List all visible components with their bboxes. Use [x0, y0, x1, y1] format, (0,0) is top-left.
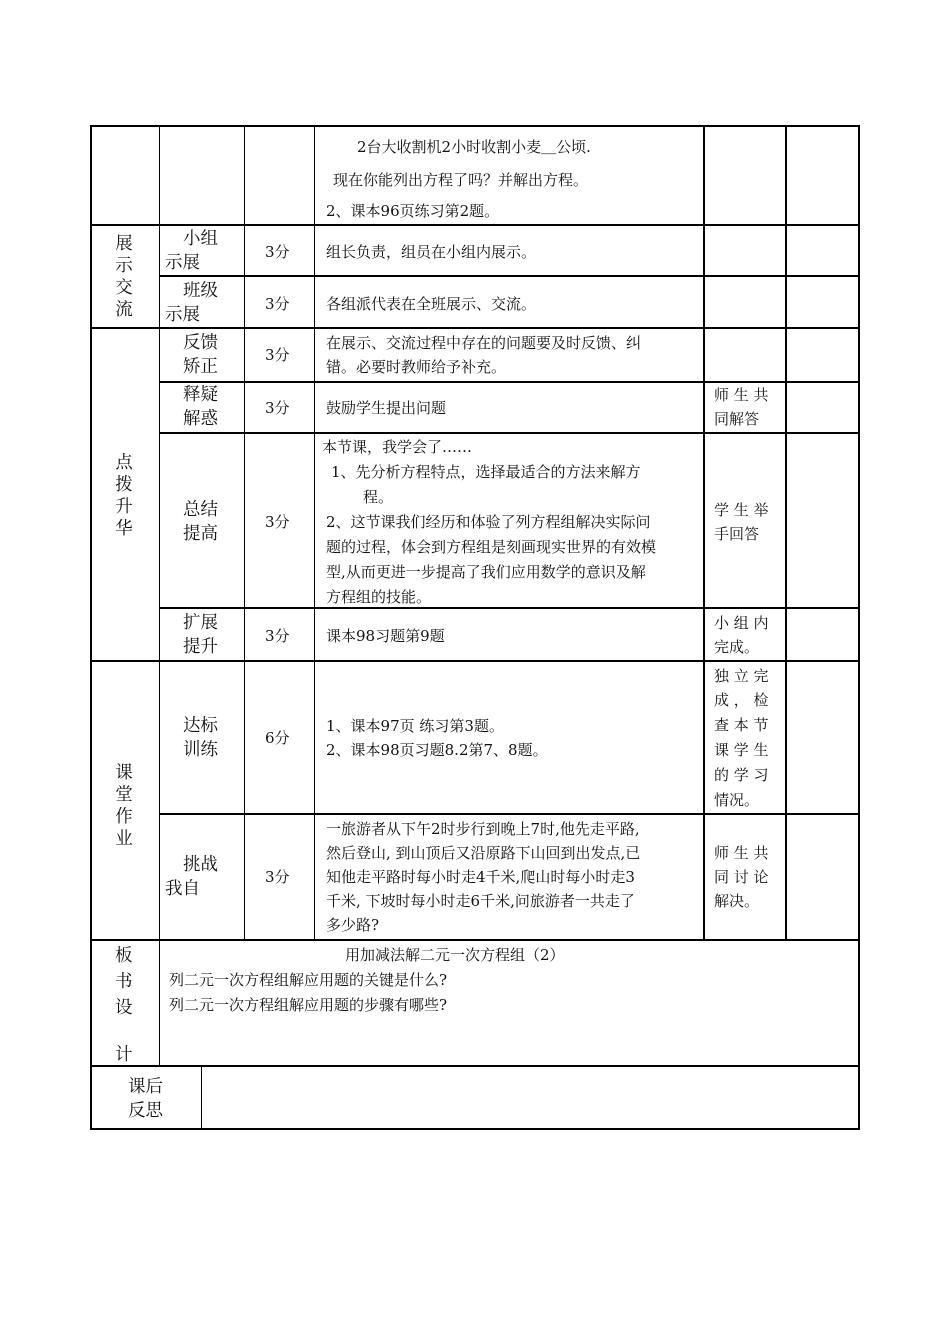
board-label-2: 书	[115, 972, 133, 992]
board-col-line	[159, 940, 160, 1066]
step-practice-b: 训练	[183, 740, 218, 760]
content-summary-3: 程。	[363, 488, 394, 506]
stage-label-show: 展 示 交 流	[115, 234, 133, 320]
content-practice-2: 2、课本98页习题8.2第7、8题。	[326, 741, 548, 759]
note-practice-1: 独 立 完	[714, 667, 769, 685]
content-summary-7: 方程组的技能。	[326, 588, 432, 606]
step-challenge-b: 我自	[165, 879, 200, 899]
content-summary-1: 本节课，我学会了……	[322, 438, 473, 456]
note-practice-4: 课 学 生	[714, 741, 769, 759]
reflection-label-a: 课后	[128, 1077, 163, 1097]
note-challenge-2: 同 讨 论	[714, 868, 769, 886]
time-summary: 3分	[265, 513, 290, 531]
col-line-4	[703, 125, 705, 940]
border-bottom	[90, 1128, 860, 1130]
step-class-show-b: 示展	[165, 305, 200, 325]
col-line-2	[244, 125, 245, 940]
content-feedback-1: 在展示、交流过程中存在的问题要及时反馈、纠	[326, 334, 642, 352]
step-practice-a: 达标	[183, 716, 218, 736]
stage-label-homework: 课 堂 作 业	[115, 763, 133, 849]
note-qa-2: 同解答	[714, 410, 760, 428]
note-extend-1: 小 组 内	[714, 614, 769, 632]
row-line-show-1	[159, 275, 860, 277]
step-summary-a: 总结	[183, 500, 218, 520]
note-practice-6: 情况。	[714, 791, 760, 809]
time-feedback: 3分	[265, 346, 290, 364]
note-extend-2: 完成。	[714, 638, 760, 656]
board-label-1: 板	[115, 946, 133, 966]
content-summary-4: 2、这节课我们经历和体验了列方程组解决实际问	[326, 513, 651, 531]
step-challenge-a: 挑战	[183, 855, 218, 875]
content-summary-2: 1、先分析方程特点，选择最适合的方法来解方	[331, 463, 641, 481]
board-question-1: 列二元一次方程组解应用题的关键是什么?	[169, 971, 448, 989]
border-top	[90, 125, 860, 127]
step-feedback-b: 矫正	[183, 357, 218, 377]
board-question-2: 列二元一次方程组解应用题的步骤有哪些?	[169, 996, 448, 1014]
row-line-homework-1	[159, 813, 860, 815]
time-extend: 3分	[265, 627, 290, 645]
row-line-guide-3	[159, 607, 860, 609]
row-line-guide-2	[159, 432, 860, 434]
row-line-homework	[90, 939, 860, 941]
step-extend-b: 提升	[183, 637, 218, 657]
step-group-show-b: 示展	[165, 253, 200, 273]
step-qa-b: 解惑	[183, 409, 218, 429]
time-class-show: 3分	[265, 295, 290, 313]
content-challenge-4: 千米, 下坡时每小时走6千米,问旅游者一共走了	[326, 892, 635, 910]
note-practice-5: 的 学 习	[714, 766, 769, 784]
note-practice-2: 成 ， 检	[714, 691, 769, 709]
content-challenge-2: 然后登山, 到山顶后又沿原路下山回到出发点,已	[326, 844, 641, 862]
content-challenge-3: 知他走平路时每小时走4千米,爬山时每小时走3	[326, 868, 635, 886]
reflection-label-b: 反思	[128, 1101, 163, 1121]
note-challenge-3: 解决。	[714, 892, 760, 910]
cont-line-2: 现在你能列出方程了吗？并解出方程。	[333, 171, 589, 189]
time-challenge: 3分	[265, 868, 290, 886]
content-extend: 课本98习题第9题	[326, 627, 445, 645]
step-summary-b: 提高	[183, 524, 218, 544]
content-challenge-1: 一旅游者从下午2时步行到晚上7时,他先走平路,	[326, 820, 640, 838]
time-group-show: 3分	[265, 243, 290, 261]
content-summary-6: 型,从而更进一步提高了我们应用数学的意识及解	[326, 563, 646, 581]
content-practice-1: 1、课本97页 练习第3题。	[326, 717, 504, 735]
row-line-guide	[90, 660, 860, 662]
note-qa-1: 师 生 共	[714, 386, 769, 404]
col-line-3	[314, 125, 315, 940]
step-qa-a: 释疑	[183, 385, 218, 405]
note-summary-1: 学 生 举	[714, 501, 769, 519]
board-label-4: 计	[115, 1045, 133, 1065]
content-feedback-2: 错。必要时教师给予补充。	[326, 358, 507, 376]
row-line-show	[90, 327, 860, 329]
cont-line-3: 2、课本96页练习第2题。	[326, 202, 500, 220]
content-class-show: 各组派代表在全班展示、交流。	[326, 295, 537, 313]
content-group-show: 组长负责，组员在小组内展示。	[326, 243, 537, 261]
reflection-col-line	[201, 1066, 202, 1129]
note-practice-3: 查 本 节	[714, 716, 769, 734]
board-title: 用加减法解二元一次方程组（2）	[345, 946, 565, 964]
row-line-cont	[90, 224, 860, 226]
content-challenge-5: 多少路?	[326, 916, 380, 934]
step-feedback-a: 反馈	[183, 333, 218, 353]
cont-line-1: 2台大收割机2小时收割小麦＿公顷.	[357, 138, 591, 156]
time-practice: 6分	[265, 729, 290, 747]
step-group-show-a: 小组	[183, 229, 218, 249]
note-challenge-1: 师 生 共	[714, 844, 769, 862]
content-summary-5: 题的过程，体会到方程组是刻画现实世界的有效模	[326, 538, 657, 556]
col-line-1	[159, 125, 160, 940]
step-class-show-a: 班级	[183, 281, 218, 301]
time-qa: 3分	[265, 399, 290, 417]
row-line-board	[90, 1065, 860, 1067]
content-qa: 鼓励学生提出问题	[326, 399, 447, 417]
stage-label-guide: 点 拨 升 华	[115, 453, 133, 539]
board-label-3: 设	[115, 998, 133, 1018]
col-line-5	[785, 125, 787, 940]
step-extend-a: 扩展	[183, 613, 218, 633]
note-summary-2: 手回答	[714, 525, 760, 543]
border-left	[90, 125, 92, 1130]
